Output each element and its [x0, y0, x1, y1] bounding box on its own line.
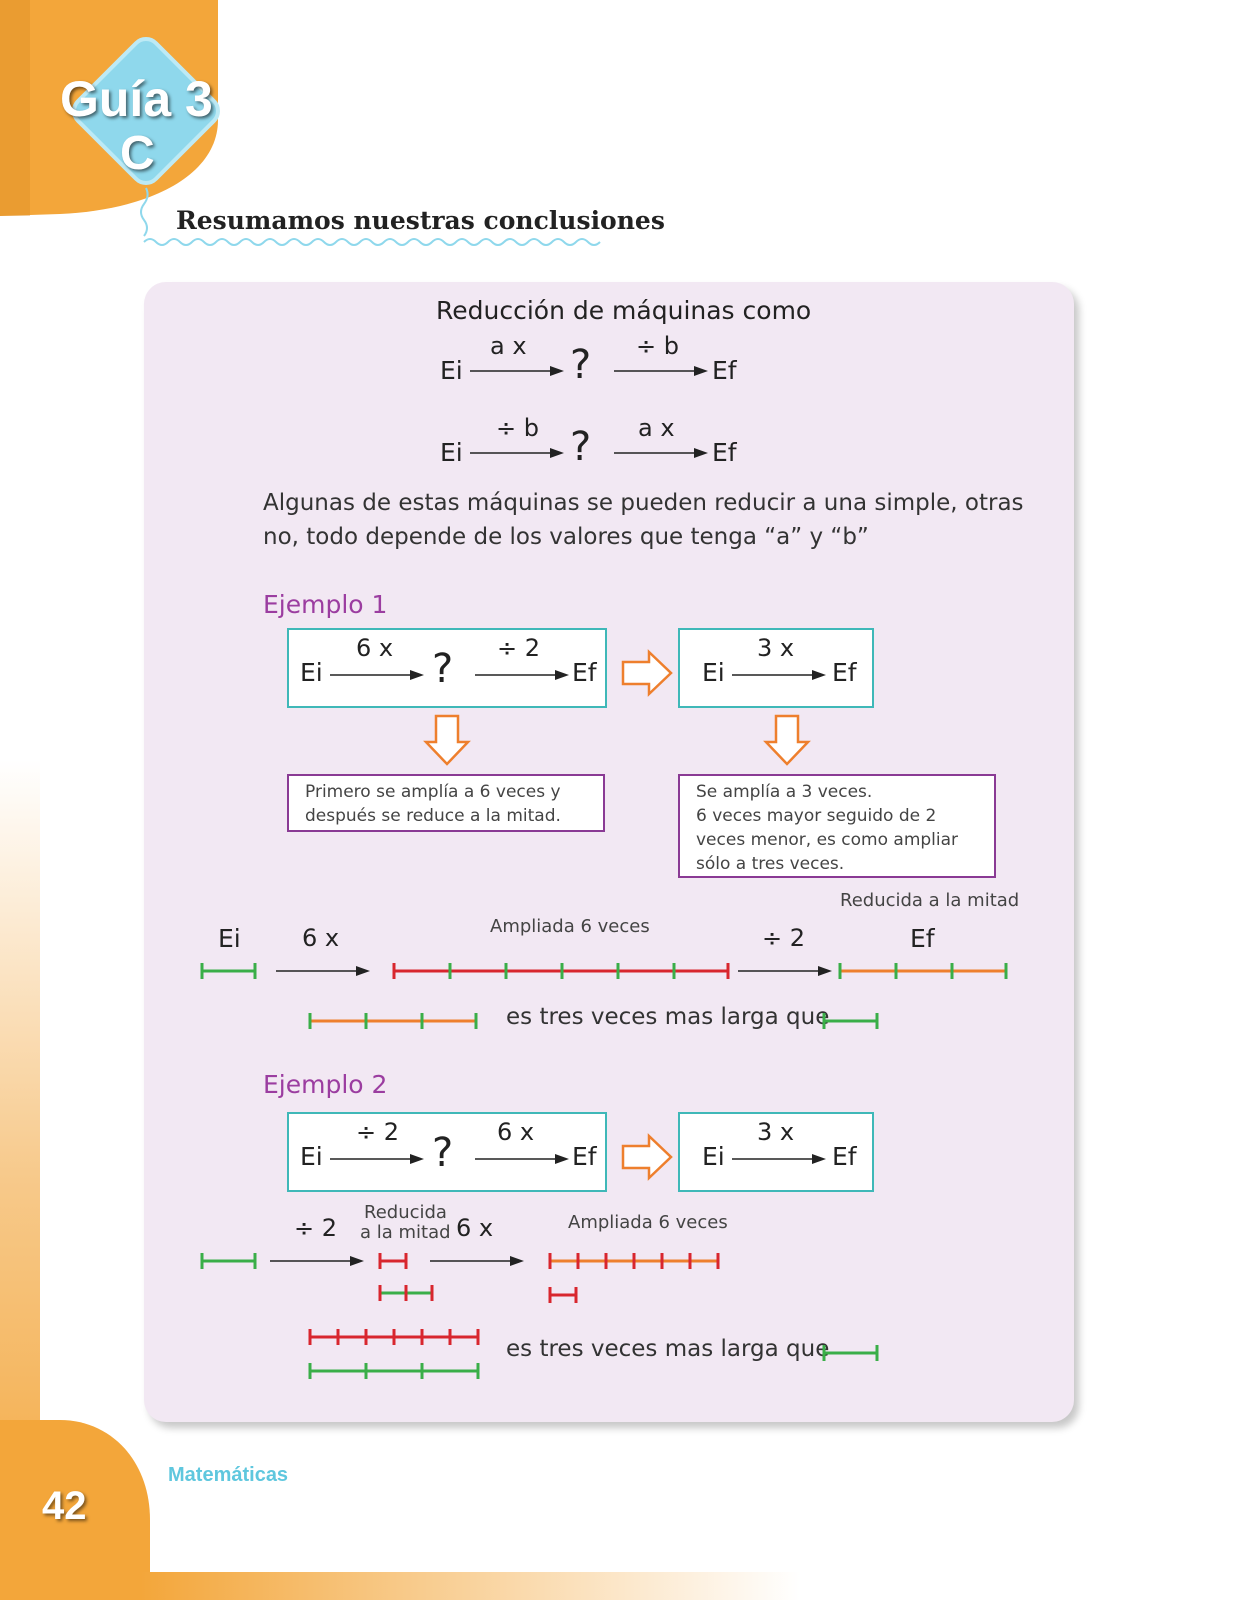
arrow-icon	[330, 668, 426, 682]
example1-machine-op2: ÷ 2	[497, 634, 541, 662]
example1-note-left	[287, 774, 605, 832]
intro-paragraph-line2: no, todo depende de los valores que tenga “a” y “b”	[263, 524, 869, 550]
guide-label: Guía 3	[60, 71, 213, 127]
example2-reduced-end: Ef	[832, 1142, 857, 1171]
arrow-icon	[614, 446, 710, 460]
example1-machine-middle: ?	[432, 646, 454, 692]
example1-reduced-start: Ei	[702, 658, 725, 687]
machine1-middle: ?	[570, 342, 592, 388]
intro-title: Reducción de máquinas como	[436, 296, 812, 325]
page-number: 42	[42, 1484, 87, 1528]
machine2-end: Ef	[712, 438, 737, 467]
orange-comparison-segment	[308, 1012, 480, 1032]
note-left-line1: Primero se amplía a 6 veces y	[305, 782, 561, 802]
machine2-middle: ?	[570, 424, 592, 470]
orange-amplified-segment	[548, 1252, 724, 1272]
intro-paragraph-line1: Algunas de estas máquinas se pueden reducir a una simple, otras	[263, 490, 1024, 516]
ex2-diagram-op1: ÷ 2	[294, 1214, 338, 1242]
note-right-line2: 6 veces mayor seguido de 2	[696, 806, 937, 826]
arrow-icon	[470, 364, 566, 378]
machine2-start: Ei	[440, 438, 463, 467]
green-unit-segment	[200, 962, 260, 982]
example1-machine-start: Ei	[300, 658, 323, 687]
section-title: Resumamos nuestras conclusiones	[176, 206, 665, 235]
down-arrow-icon	[764, 714, 810, 766]
example1-machine-op1: 6 x	[356, 634, 394, 662]
example2-machine-op1: ÷ 2	[356, 1118, 400, 1146]
bottom-band-decoration	[140, 1572, 800, 1600]
red-half-segment	[548, 1286, 580, 1306]
note-right-line4: sólo a tres veces.	[696, 854, 845, 874]
example2-machine-start: Ei	[300, 1142, 323, 1171]
example2-machine-op2: 6 x	[497, 1118, 535, 1146]
example2-reduced-start: Ei	[702, 1142, 725, 1171]
example1-reduced-op: 3 x	[757, 634, 795, 662]
ex2-diagram-reduced-label-line2: a la mitad	[360, 1222, 451, 1243]
example2-machine-end: Ef	[572, 1142, 597, 1171]
ex1-diagram-op1: 6 x	[302, 924, 340, 952]
right-arrow-icon	[621, 650, 673, 696]
right-arrow-icon	[621, 1134, 673, 1180]
arrow-icon	[732, 1152, 828, 1166]
example1-title: Ejemplo 1	[263, 590, 388, 619]
ex2-diagram-amplified-label: Ampliada 6 veces	[568, 1212, 728, 1233]
machine1-start: Ei	[440, 356, 463, 385]
arrow-icon	[475, 668, 571, 682]
arrow-icon	[330, 1152, 426, 1166]
down-arrow-icon	[424, 714, 470, 766]
ex1-comparison-text: es tres veces mas larga que	[506, 1004, 830, 1030]
example2-reduced-op: 3 x	[757, 1118, 795, 1146]
example2-title: Ejemplo 2	[263, 1070, 388, 1099]
example1-note-right	[678, 774, 996, 878]
ex1-diagram-reduced-label: Reducida a la mitad	[840, 890, 1020, 911]
machine1-op1: a x	[490, 332, 527, 360]
machine1-op2: ÷ b	[636, 332, 679, 360]
example1-reduced-end: Ef	[832, 658, 857, 687]
ex1-diagram-amplified-label: Ampliada 6 veces	[490, 916, 650, 937]
arrow-icon	[270, 1254, 366, 1268]
machine2-op2: a x	[638, 414, 675, 442]
ex2-diagram-op2: 6 x	[456, 1214, 494, 1242]
orange-reduced-segment	[838, 962, 1010, 982]
green-half-comparison	[378, 1284, 436, 1304]
red-half-segment	[378, 1252, 410, 1272]
arrow-icon	[430, 1254, 526, 1268]
arrow-icon	[470, 446, 566, 460]
ex1-diagram-start: Ei	[218, 924, 241, 953]
guide-letter: C	[120, 127, 155, 180]
red-comparison-segment	[308, 1328, 484, 1348]
example2-machine-middle: ?	[432, 1130, 454, 1176]
ex2-comparison-text: es tres veces mas larga que	[506, 1336, 830, 1362]
ex1-diagram-end: Ef	[910, 924, 935, 953]
ex1-diagram-op2: ÷ 2	[762, 924, 806, 952]
arrow-icon	[732, 668, 828, 682]
red-amplified-segment	[392, 962, 732, 982]
machine2-op1: ÷ b	[496, 414, 539, 442]
example1-machine-end: Ef	[572, 658, 597, 687]
green-unit-segment	[822, 1344, 882, 1364]
machine1-end: Ef	[712, 356, 737, 385]
arrow-icon	[738, 964, 834, 978]
arrow-icon	[475, 1152, 571, 1166]
arrow-icon	[614, 364, 710, 378]
green-unit-segment	[822, 1012, 882, 1032]
footer-subject: Matemáticas	[168, 1464, 289, 1486]
green-comparison-segment	[308, 1362, 484, 1382]
note-right-line3: veces menor, es como ampliar	[696, 830, 959, 850]
arrow-icon	[276, 964, 372, 978]
note-left-line2: después se reduce a la mitad.	[305, 806, 561, 826]
note-right-line1: Se amplía a 3 veces.	[696, 782, 873, 802]
ex2-diagram-reduced-label-line1: Reducida	[364, 1202, 447, 1223]
green-unit-segment	[200, 1252, 260, 1272]
